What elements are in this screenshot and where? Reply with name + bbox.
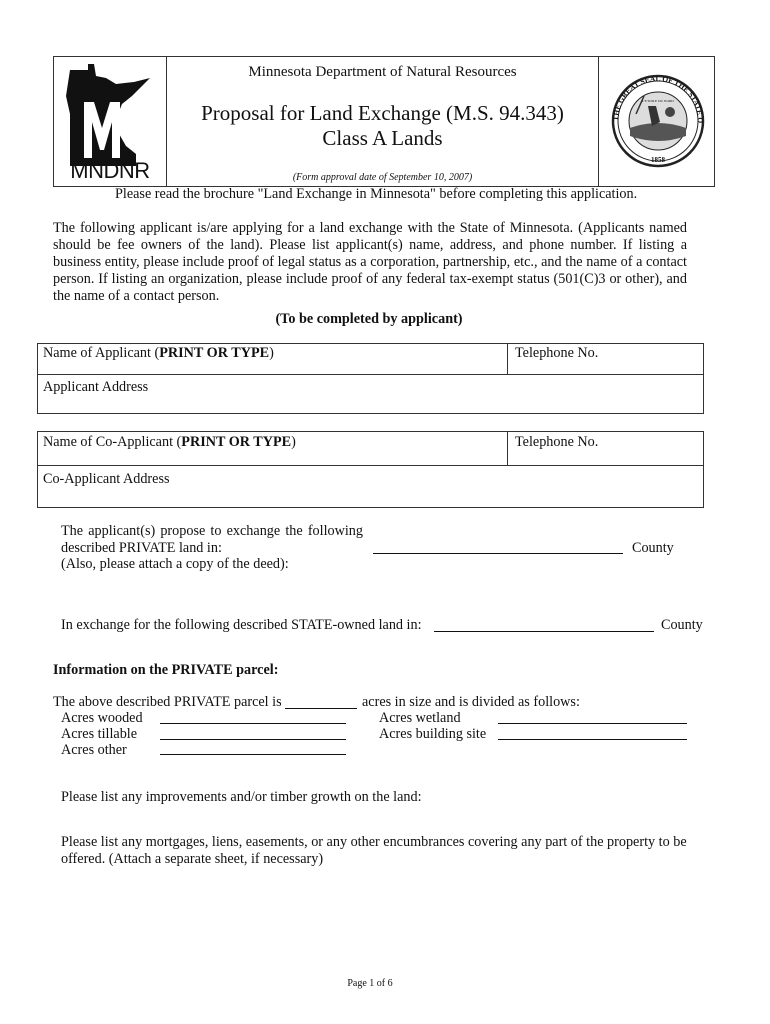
seal-motto: L'ETOILE DU NORD (642, 99, 674, 103)
header-divider-right (598, 56, 599, 187)
page-title: Proposal for Land Exchange (M.S. 94.343) (201, 101, 564, 125)
acres-tillable-label: Acres tillable (61, 726, 138, 742)
parcel-size-input[interactable] (285, 708, 357, 709)
state-seal (608, 66, 708, 176)
seal-year: 1858 (651, 156, 665, 164)
state-county-label: County (661, 617, 703, 633)
brochure-note: Please read the brochure "Land Exchange in Minnesota" before completing this application. (115, 186, 638, 202)
seal-text: THE GREAT SEAL OF THE STATE O (610, 73, 706, 124)
acres-wooded-label: Acres wooded (61, 710, 143, 726)
state-county-input[interactable] (434, 631, 654, 632)
state-land-text: In exchange for the following described STATE-owned land in: (61, 617, 422, 633)
agency-name: Minnesota Department of Natural Resources (248, 64, 517, 80)
acres-tillable-input[interactable] (160, 739, 346, 740)
acres-building-input[interactable] (498, 739, 687, 740)
applicant-name-label: Name of Applicant ( (43, 345, 160, 361)
parcel-size-post: acres in size and is divided as follows: (362, 694, 580, 710)
improvements-prompt: Please list any improvements and/or timber growth on the land: (61, 789, 422, 805)
applicant-name-label-close: ) (269, 345, 274, 361)
page-subtitle: Class A Lands (322, 126, 443, 150)
private-land-line1: The applicant(s) propose to exchange the following (61, 523, 363, 539)
private-county-input[interactable] (373, 553, 623, 554)
coapplicant-phone-field[interactable]: Telephone No. (515, 434, 599, 450)
applicant-phone-field[interactable]: Telephone No. (515, 345, 599, 361)
applicant-name-field[interactable] (43, 345, 274, 362)
coapplicant-name-field[interactable] (43, 434, 296, 451)
seal-icon (608, 66, 708, 176)
private-land-line3: (Also, please attach a copy of the deed): (61, 556, 289, 572)
coapplicant-name-label: Name of Co-Applicant ( (43, 434, 182, 450)
acres-other-label: Acres other (61, 742, 127, 758)
acres-wooded-input[interactable] (160, 723, 346, 724)
applicant-address-field[interactable]: Applicant Address (43, 379, 149, 395)
applicant-phone-divider (507, 343, 508, 374)
private-land-line2: described PRIVATE land in: (61, 540, 222, 556)
private-parcel-heading: Information on the PRIVATE parcel: (53, 662, 279, 678)
logo-text: MNDNR (70, 158, 150, 183)
applicant-name-label-bold: PRINT OR TYPE (159, 345, 270, 361)
coapplicant-name-label-bold: PRINT OR TYPE (181, 434, 292, 450)
acres-building-label: Acres building site (379, 726, 487, 742)
applicant-box-divider (37, 374, 704, 375)
parcel-size-pre: The above described PRIVATE parcel is (53, 694, 282, 710)
coapplicant-phone-divider (507, 431, 508, 465)
completed-by-note: (To be completed by applicant) (275, 311, 463, 327)
page-number: Page 1 of 6 (347, 978, 393, 989)
coapplicant-address-field[interactable]: Co-Applicant Address (43, 471, 170, 487)
mndnr-logo (54, 62, 166, 184)
encumbrances-prompt: Please list any mortgages, liens, easements, or any other encumbrances covering any part of the property to be offered. (Attach a separate sheet, if necessary) (61, 834, 687, 867)
intro-paragraph: The following applicant is/are applying for a land exchange with the State of Minnesota. (Applicants named should be fee owners of the land). Please list applicant(s) name, address, and phone number. If listing a business entity, please include proof of legal status as a corporation, partnership, etc., and the name of a contact person. If listing an organization, please include proof of any federal tax-exempt status (501(C)3 or other), and the name of a contact person. (53, 220, 687, 304)
coapplicant-box-divider (37, 465, 704, 466)
private-county-label: County (632, 540, 674, 556)
acres-wetland-label: Acres wetland (379, 710, 461, 726)
approval-date: (Form approval date of September 10, 2007) (292, 172, 473, 183)
acres-other-input[interactable] (160, 754, 346, 755)
coapplicant-name-label-close: ) (291, 434, 296, 450)
acres-wetland-input[interactable] (498, 723, 687, 724)
